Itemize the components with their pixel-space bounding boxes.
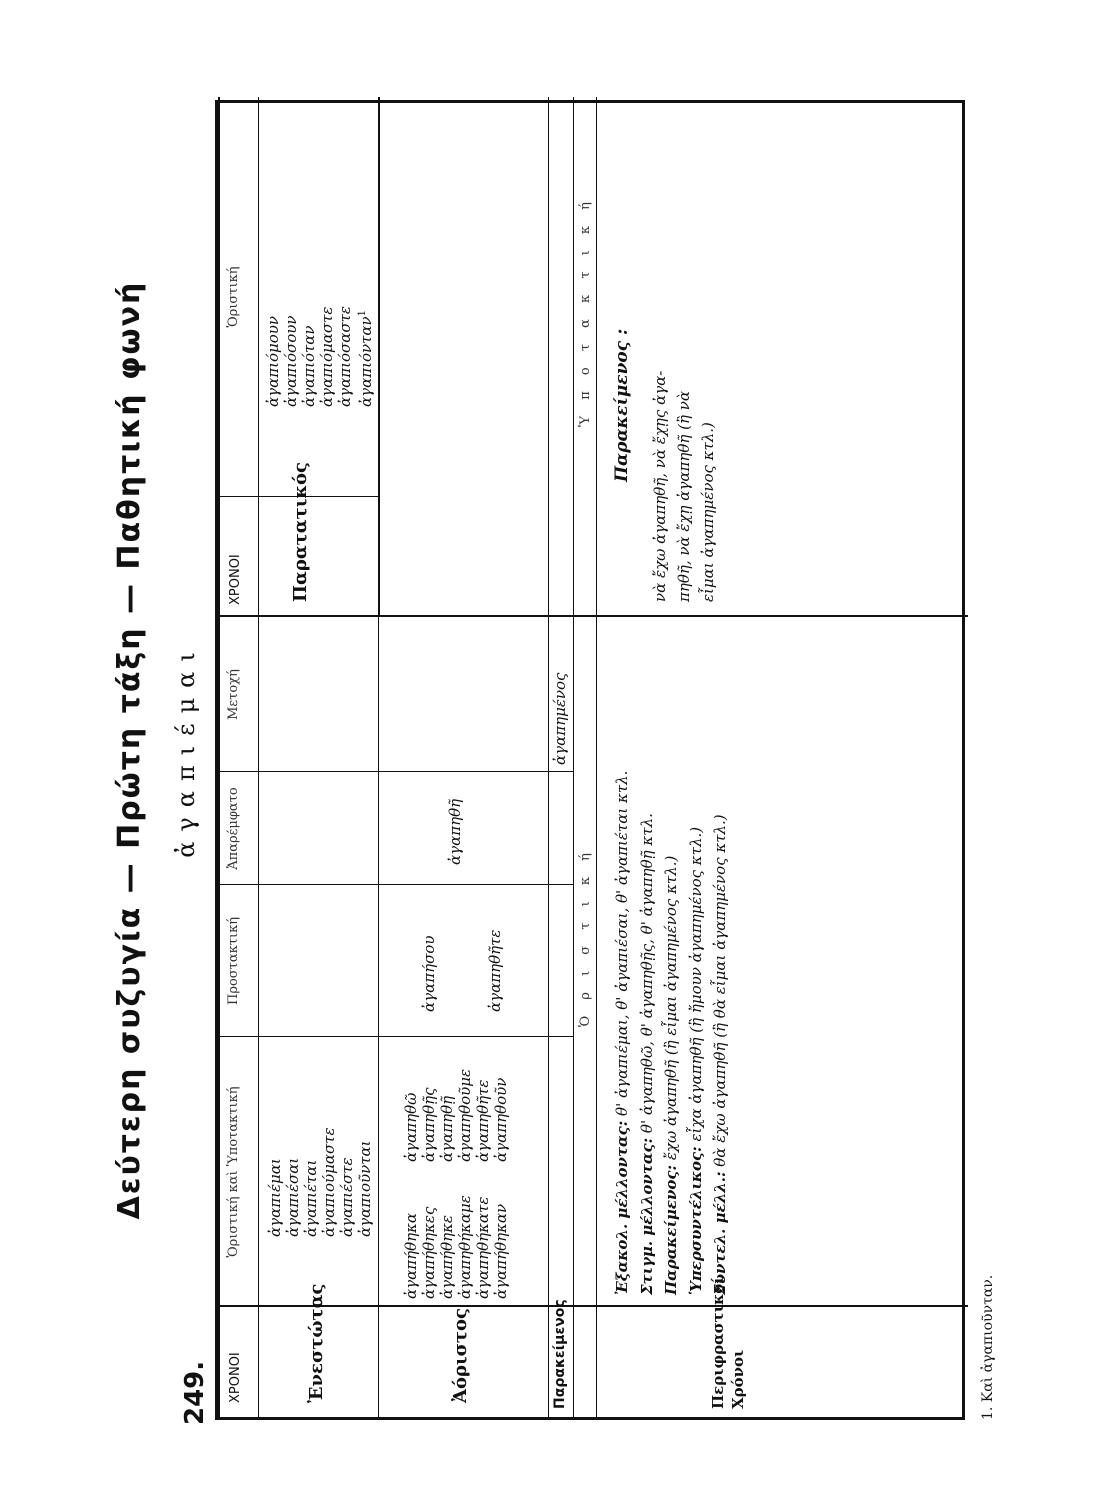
row-label-aoristos: Ἀόριστος [450, 1307, 471, 1403]
subjunctive-line: πηθῆ, νὰ ἔχῃ ἀγαπηθῆ (ἢ νὰ [675, 390, 693, 602]
aoristos-imperative-2: ἀγαπηθῆτε [486, 929, 504, 1012]
infinitive-column-rule [218, 771, 573, 772]
row-label-enestotas: Ἐνεστώτας [306, 1283, 327, 1403]
tense-forms: εἶχα ἀγαπηθῆ (ἢ ἤμουν ἀγαπημένος κτλ.) [686, 826, 705, 1142]
tense-forms: θ' ἀγαπιέμαι, θ' ἀγαπιέσαι, θ' ἀγαπιέται κτλ. [613, 770, 631, 1116]
form-item: ἀγαπηθοῦν [492, 1077, 510, 1162]
form-item: ἀγαπιόμαστε [318, 306, 336, 407]
periphrastic-line [708, 771, 733, 1295]
form-item: ἀγαπιέμαι [266, 1158, 284, 1237]
subjunctive-line: νὰ ἔχω ἀγαπηθῆ, νὰ ἔχῃς ἀγα- [651, 370, 669, 602]
aoristos-infinitive: ἀγαπηθῆ [446, 798, 464, 865]
label-column-rule [218, 1305, 968, 1307]
subjunctive-line: εἶμαι ἀγαπημένος κτλ.) [699, 422, 717, 602]
tense-name: Παρακείμενος: [662, 1164, 680, 1295]
form-text: ἀγαπιόνταν [357, 316, 375, 407]
header-participle: Μετοχή [226, 669, 241, 720]
aoristos-imperative-1: ἀγαπήσου [420, 935, 438, 1012]
parakeimenos-row-rule [573, 97, 574, 1417]
periphrastic-subjunctive-lines [648, 371, 720, 602]
periphrastic-line [659, 771, 684, 1295]
tense-name: Συντελ. μέλλ.: [711, 1171, 729, 1295]
form-item: ἀγαπιοῦνται [356, 1140, 374, 1237]
tense-forms: θὰ ἔχω ἀγαπηθῆ (ἢ θὰ εἶμαι ἀγαπημένος κτλ.) [711, 814, 729, 1167]
enestotas-forms [266, 1127, 374, 1237]
periphrastic-subjunctive-title: Παρακείμενος : [612, 328, 632, 482]
footnote: 1. Καὶ ἀγαπιοῦνταν. [980, 1274, 996, 1420]
form-item: ἀγαπήθηκες [420, 1206, 438, 1299]
periphrastic-header-rule [596, 97, 597, 1417]
form-item: ἀγαπιόμουν [264, 315, 282, 407]
form-item: ἀγαπιόταν [300, 325, 318, 407]
chronoi-header: ΧΡΟΝΟΙ [228, 1352, 243, 1403]
row-label-periphrastic [708, 1276, 748, 1409]
form-item: ἀγαπηθῇς [420, 1087, 438, 1162]
tense-forms: ἔχω ἀγαπηθῆ (ἢ εἶμαι ἀγαπημένος κτλ.) [662, 855, 680, 1161]
parakeimenos-participle: ἀγαπημένος [551, 672, 569, 765]
table-top-rule [218, 97, 220, 1417]
header-indicative-subjunctive: Ὁριστική καὶ Ὑποτακτική [226, 1086, 241, 1258]
tense-forms: θ' ἀγαπηθῶ, θ' ἀγαπηθῇς, θ' ἀγαπηθῇ κτλ. [637, 813, 656, 1134]
aoristos-indicative-forms [402, 1195, 510, 1299]
row-label-parakeimenos: Παρακείμενος [552, 1299, 568, 1409]
middle-column-rule [218, 615, 968, 617]
footnote-marker: 1 [357, 309, 368, 317]
imperative-column-rule [218, 884, 573, 885]
periphrastic-line [635, 771, 660, 1295]
form-item: ἀγαπιέσαι [284, 1157, 302, 1237]
enestotas-row-rule [378, 617, 379, 1417]
header-indicative-right: Ὁριστική [226, 266, 241, 328]
row-label-paratatikos: Παρατατικός [290, 462, 311, 602]
periphrastic-indicative-lines [610, 771, 733, 1295]
header-infinitive: Ἀπαρέμφατο [226, 787, 241, 870]
form-item: ἀγαπιέστε [338, 1157, 356, 1237]
aoristos-subjunctive-forms [402, 1069, 510, 1162]
paratatikos-row-rule [378, 97, 380, 617]
paratatikos-forms [264, 306, 375, 407]
tense-name: Ἐξακολ. μέλλοντας: [613, 1120, 631, 1295]
form-item: ἀγαπιούμαστε [320, 1127, 338, 1237]
aoristos-row-rule [548, 97, 549, 1417]
periphrastic-indicative-heading: Ὁ ρ ι σ τ ι κ ή [578, 847, 593, 1027]
form-item: ἀγαπηθήκατε [474, 1196, 492, 1299]
header-row-rule [258, 97, 259, 1417]
form-item: ἀγαπιέται [302, 1159, 320, 1237]
periphrastic-label-line2: Χρόνοι [729, 1349, 747, 1409]
indicative-column-rule [218, 1036, 573, 1037]
form-item: ἀγαπηθῇ [438, 1095, 456, 1162]
form-item [354, 306, 375, 407]
page-title: Δεύτερη συζυγία — Πρώτη τάξη — Παθητική φωνή [112, 280, 147, 1220]
chronoi-header-right: ΧΡΟΝΟΙ [228, 554, 243, 605]
form-item: ἀγαπήθηκαν [492, 1203, 510, 1299]
form-item: ἀγαπιόσουν [282, 315, 300, 407]
periphrastic-subjunctive-heading: Ὑ π ο τ α κ τ ι κ ή [578, 196, 593, 427]
conjugation-table [215, 100, 965, 1420]
periphrastic-line [684, 771, 709, 1295]
periphrastic-label-line1: Περιφραστικοί [709, 1276, 727, 1409]
periphrastic-line [610, 771, 635, 1295]
tense-name: Στιγμ. μέλλοντας: [637, 1137, 656, 1295]
verb-heading: ἀγαπιέμαι [172, 642, 200, 858]
form-item: ἀγαπηθῶ [402, 1092, 420, 1162]
form-item: ἀγαπήθηκε [438, 1215, 456, 1299]
header-imperative: Προστακτική [226, 917, 241, 1005]
form-item: ἀγαπιόσαστε [336, 306, 354, 407]
form-item: ἀγαπηθήκαμε [456, 1195, 474, 1299]
form-item: ἀγαπηθοῦμε [456, 1068, 474, 1162]
tense-name: Ὑπερσυντέλικος: [686, 1146, 705, 1295]
page-number: 249. [180, 1360, 210, 1425]
form-item: ἀγαπηθῆτε [474, 1079, 492, 1162]
form-item: ἀγαπήθηκα [402, 1212, 420, 1299]
